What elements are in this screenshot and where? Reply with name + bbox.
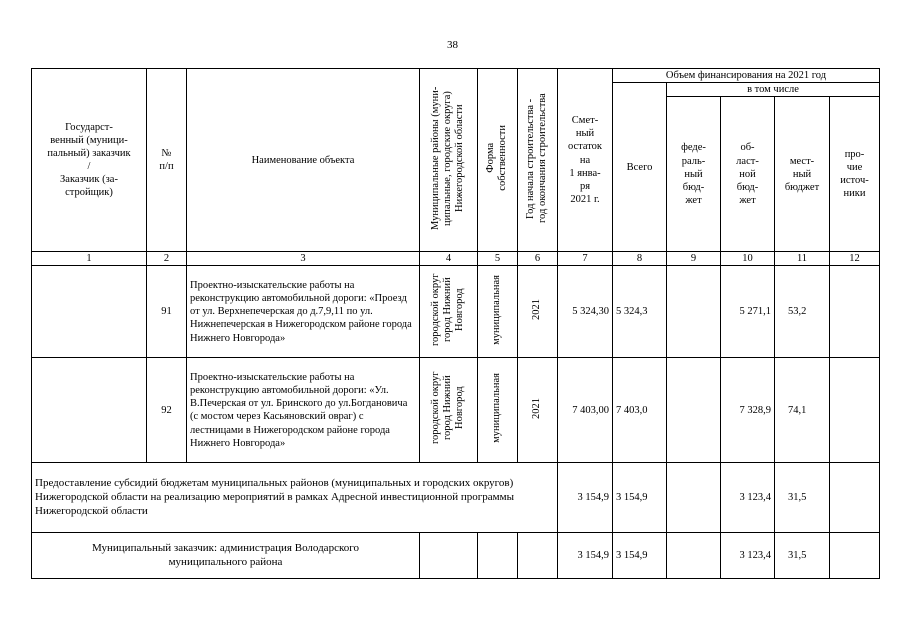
column-number: 7 xyxy=(558,252,613,266)
column-number: 9 xyxy=(667,252,721,266)
years-cell: 2021 xyxy=(518,266,558,358)
subsidy-estimate: 3 154,9 xyxy=(558,463,613,533)
column-number: 1 xyxy=(32,252,147,266)
customer-federal xyxy=(667,533,721,579)
header-num: № п/п xyxy=(147,69,187,252)
regional-value: 7 328,9 xyxy=(721,358,775,463)
column-number-row xyxy=(32,252,880,266)
header-total: Всего xyxy=(613,83,667,252)
subsidy-total: 3 154,9 xyxy=(613,463,667,533)
subsidy-row xyxy=(32,463,880,533)
header-years: Год начала строительства - год окончания строительства xyxy=(518,69,558,252)
customer-text: Муниципальный заказчик: администрация Володарского муниципального района xyxy=(32,533,420,579)
table-row xyxy=(32,358,880,463)
row-number: 92 xyxy=(147,358,187,463)
local-value: 53,2 xyxy=(775,266,830,358)
header-ownership: Форма собственности xyxy=(478,69,518,252)
customer-regional: 3 123,4 xyxy=(721,533,775,579)
ownership-cell: муниципальная xyxy=(478,358,518,463)
district-cell: городской округ город Нижний Новгород xyxy=(420,266,478,358)
district-cell: городской округ город Нижний Новгород xyxy=(420,358,478,463)
total-value: 7 403,0 xyxy=(613,358,667,463)
header-regional: об- ласт- ной бюд- жет xyxy=(721,97,775,252)
header-customer: Государст- венный (муници- пальный) заказчик / Заказчик (за- стройщик) xyxy=(32,69,147,252)
local-value: 74,1 xyxy=(775,358,830,463)
estimate-value: 7 403,00 xyxy=(558,358,613,463)
column-number: 4 xyxy=(420,252,478,266)
customer-row-district xyxy=(420,533,478,579)
column-number: 2 xyxy=(147,252,187,266)
regional-value: 5 271,1 xyxy=(721,266,775,358)
customer-row xyxy=(32,533,880,579)
header-districts: Муниципальные районы (муни- ципальные, городские округа) Нижегородской области xyxy=(420,69,478,252)
subsidy-text: Предоставление субсидий бюджетам муниципальных районов (муниципальных и городских округов) Нижегородской области на реализацию мероприятий в рамках Адресной инвестиционной программы Нижегородской области xyxy=(32,463,558,533)
object-name: Проектно-изыскательские работы на реконструкцию автомобильной дороги: «Ул. В.Печерская от ул. Бринского до ул.Богдановича (с мостом через Касьяновский овраг) с лестницами в Нижегородском районе города Нижнего Новгорода» xyxy=(187,358,420,463)
other-value xyxy=(830,266,880,358)
customer-local: 31,5 xyxy=(775,533,830,579)
header-other: про- чие источ- ники xyxy=(830,97,880,252)
subsidy-other xyxy=(830,463,880,533)
column-number: 10 xyxy=(721,252,775,266)
header-object-name: Наименование объекта xyxy=(187,69,420,252)
subsidy-federal xyxy=(667,463,721,533)
column-number: 5 xyxy=(478,252,518,266)
total-value: 5 324,3 xyxy=(613,266,667,358)
other-value xyxy=(830,358,880,463)
federal-value xyxy=(667,358,721,463)
customer-cell xyxy=(32,266,147,358)
customer-row-years xyxy=(518,533,558,579)
customer-other xyxy=(830,533,880,579)
ownership-cell: муниципальная xyxy=(478,266,518,358)
header-funding-group: Объем финансирования на 2021 год xyxy=(613,69,880,83)
customer-cell xyxy=(32,358,147,463)
header-estimate: Смет- ный остаток на 1 янва- ря 2021 г. xyxy=(558,69,613,252)
column-number: 11 xyxy=(775,252,830,266)
column-number: 6 xyxy=(518,252,558,266)
years-cell: 2021 xyxy=(518,358,558,463)
table-row xyxy=(32,266,880,358)
customer-row-ownership xyxy=(478,533,518,579)
subsidy-local: 31,5 xyxy=(775,463,830,533)
estimate-value: 5 324,30 xyxy=(558,266,613,358)
header-federal: феде- раль- ный бюд- жет xyxy=(667,97,721,252)
customer-total: 3 154,9 xyxy=(613,533,667,579)
column-number: 12 xyxy=(830,252,880,266)
customer-estimate: 3 154,9 xyxy=(558,533,613,579)
row-number: 91 xyxy=(147,266,187,358)
header-local: мест- ный бюджет xyxy=(775,97,830,252)
investment-table xyxy=(31,68,880,579)
federal-value xyxy=(667,266,721,358)
header-including: в том числе xyxy=(667,83,880,97)
page-number: 38 xyxy=(447,39,458,51)
column-number: 8 xyxy=(613,252,667,266)
column-number: 3 xyxy=(187,252,420,266)
subsidy-regional: 3 123,4 xyxy=(721,463,775,533)
object-name: Проектно-изыскательские работы на реконструкцию автомобильной дороги: «Проезд от ул. Верхнепечерская до д.7,9,11 по ул. Нижнепечерская в Нижегородском районе города Нижнего Новгорода» xyxy=(187,266,420,358)
